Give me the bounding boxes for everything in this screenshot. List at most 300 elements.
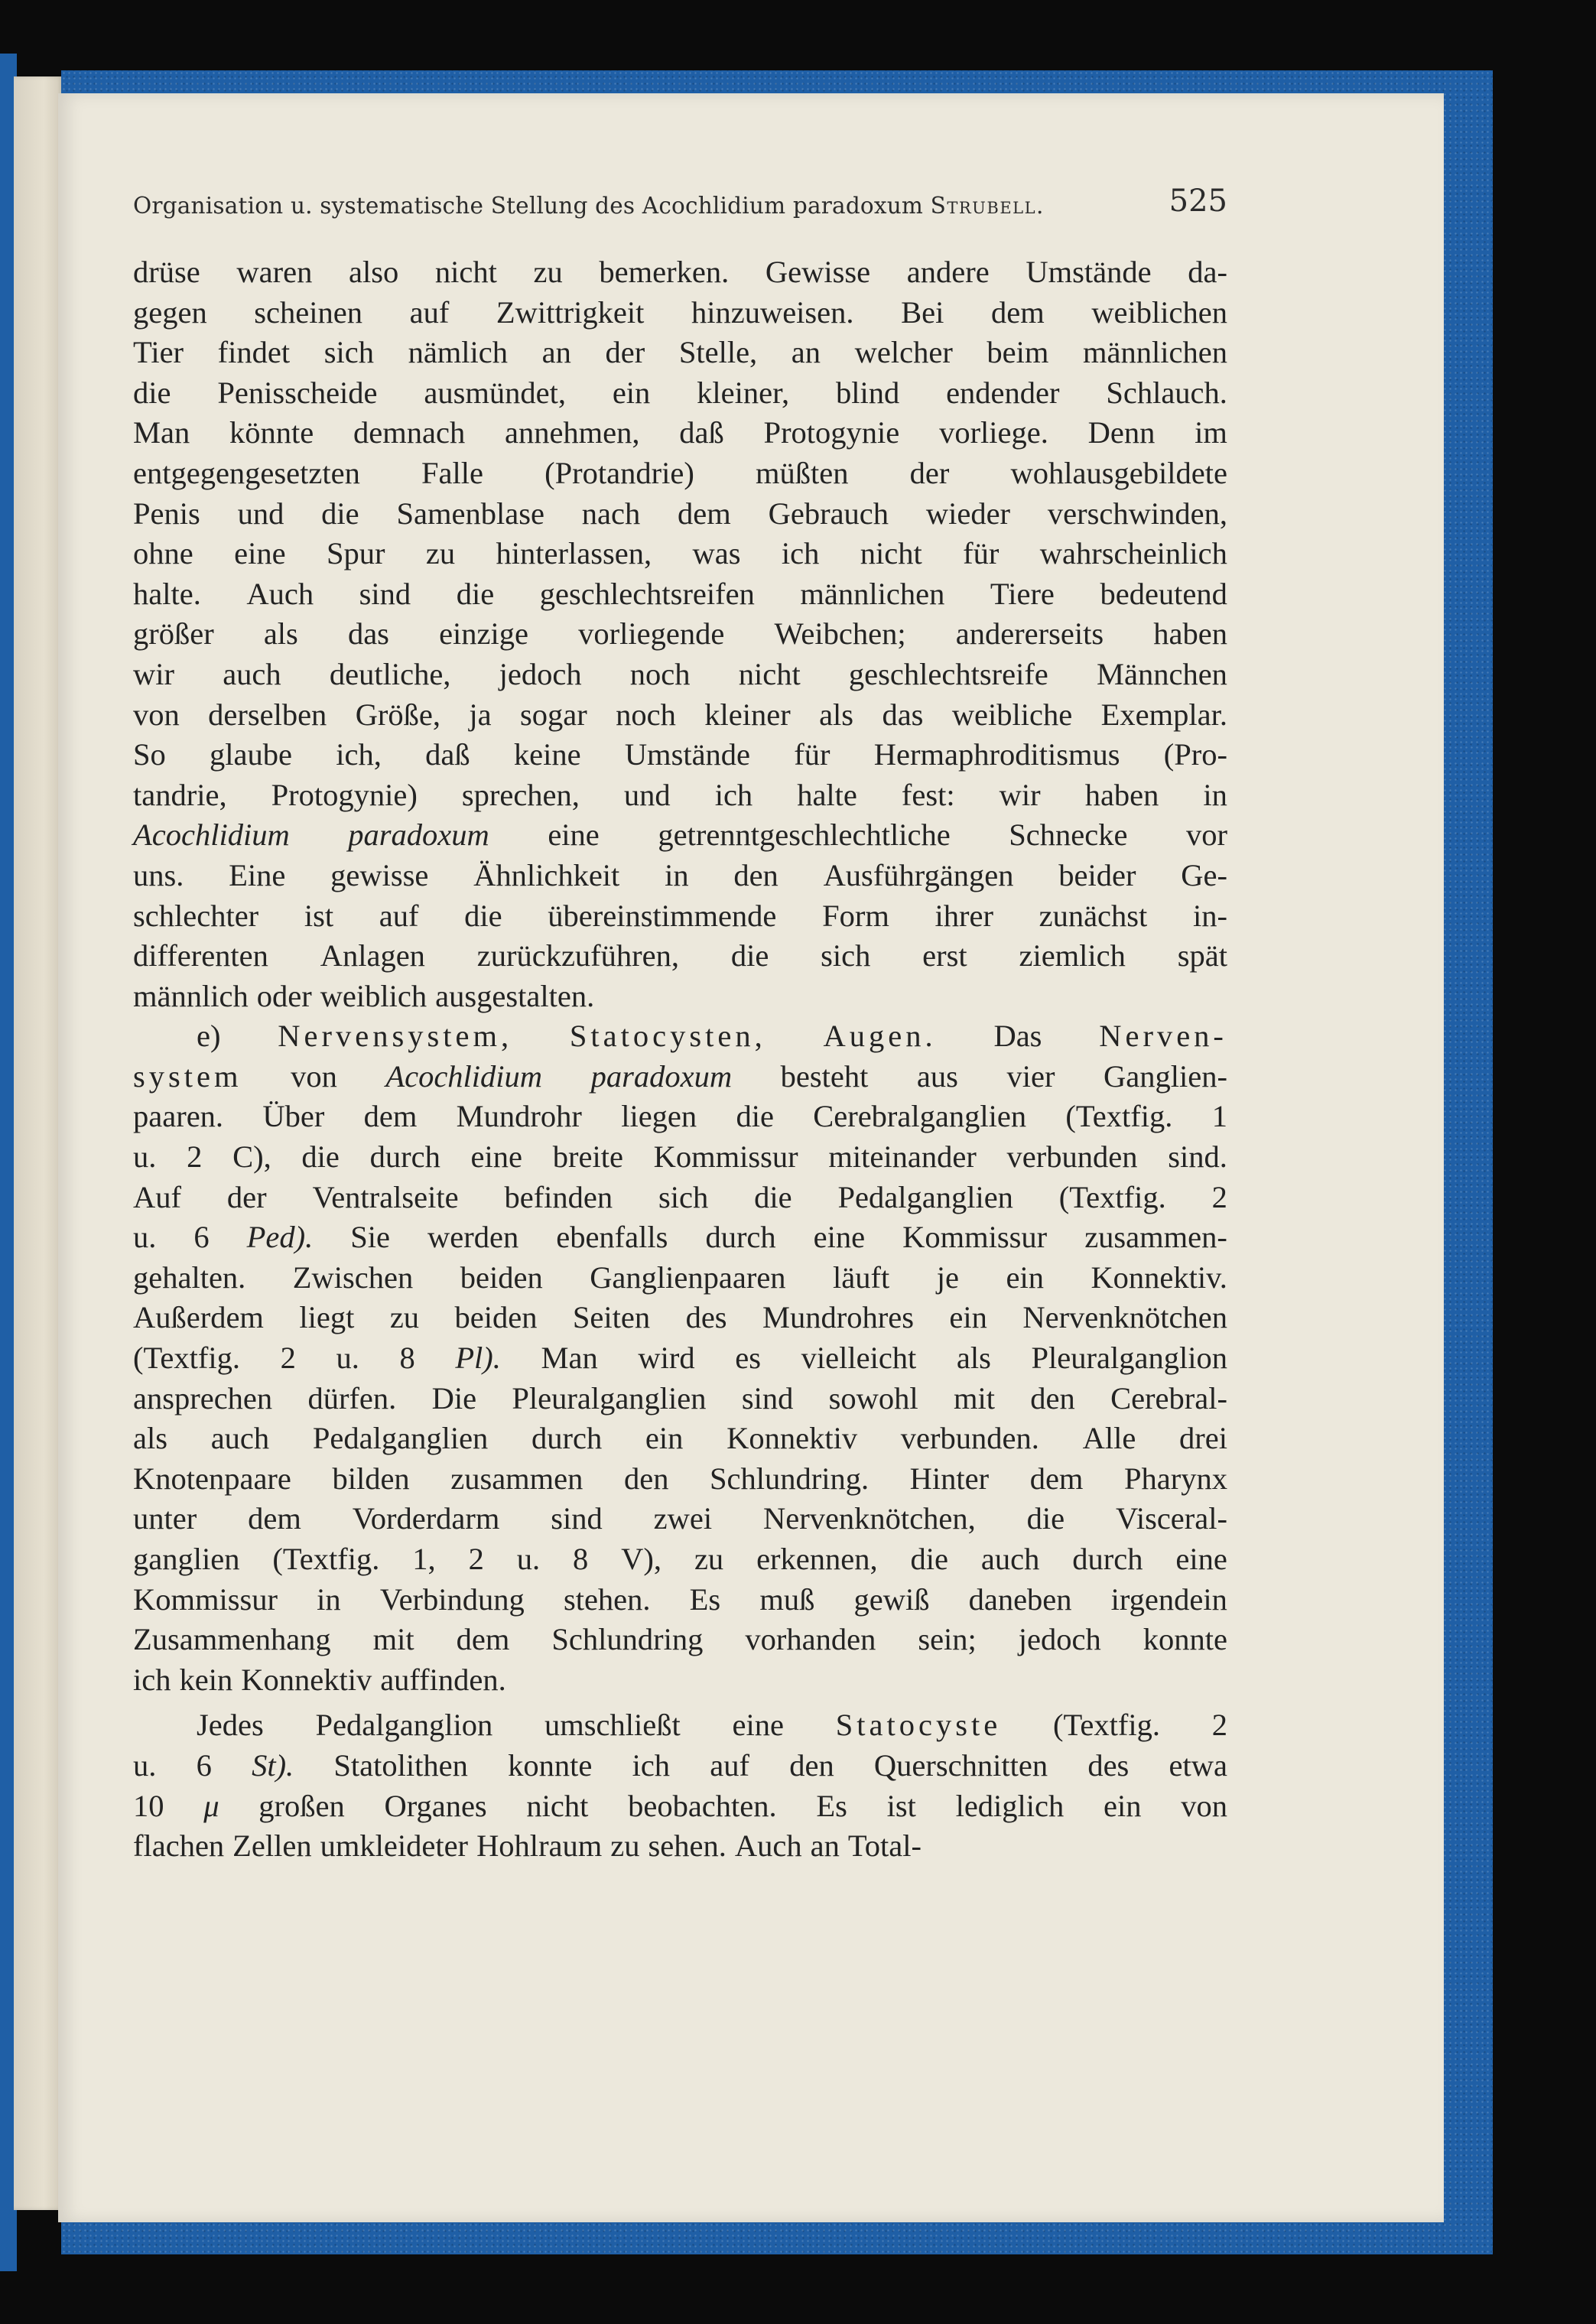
word: zu: [694, 1542, 724, 1576]
word: u.: [133, 1220, 157, 1255]
text-line: [133, 1137, 1227, 1178]
word: Konnektiv: [241, 1662, 372, 1697]
word: schlechter: [133, 898, 259, 933]
word: ohne: [133, 536, 193, 571]
word: zurückzuführen,: [476, 938, 679, 973]
body-text: [133, 252, 1227, 1867]
text-line: [133, 574, 1227, 615]
word: die: [464, 898, 502, 933]
word: die: [133, 375, 171, 410]
word: auf: [409, 294, 450, 330]
word: was: [692, 536, 741, 571]
word: kein: [179, 1662, 233, 1697]
word: Das: [993, 1019, 1042, 1054]
word: (Textfig.: [133, 1341, 240, 1376]
word: endender: [946, 375, 1060, 410]
word: fest:: [901, 777, 955, 812]
word: je: [936, 1260, 959, 1295]
word: Ventralseite: [312, 1179, 459, 1214]
word: beiden: [454, 1300, 538, 1335]
word: das: [882, 697, 924, 732]
word: vorhanden: [745, 1622, 876, 1657]
word: Pleuralganglien: [512, 1380, 707, 1416]
word: müßten: [756, 455, 849, 490]
word: Umstände: [624, 737, 751, 772]
word: kleiner,: [697, 375, 790, 410]
word: durch: [369, 1139, 440, 1175]
word: Augen.: [823, 1019, 937, 1054]
word: ja: [469, 697, 492, 732]
running-head-title: Organisation u. systematische Stellung des Acochlidium paradoxum: [133, 193, 924, 219]
text-line: [133, 373, 1227, 414]
word: oder: [256, 978, 312, 1013]
word: und: [623, 777, 671, 812]
word: paradoxum: [348, 817, 489, 853]
word: gehalten.: [133, 1260, 246, 1295]
word: könnte: [229, 415, 314, 450]
text-line: [133, 1338, 1227, 1379]
text-line: [133, 1419, 1227, 1459]
word: Statocysten,: [569, 1019, 766, 1054]
word: Ge-: [1181, 857, 1227, 892]
word: im: [1195, 415, 1227, 450]
text-line: [133, 1178, 1227, 1218]
word: Jedes: [197, 1708, 264, 1743]
text-line: [133, 1826, 1227, 1867]
word: aus: [916, 1058, 958, 1094]
word: haben: [1153, 616, 1227, 652]
word: μ: [203, 1788, 219, 1823]
word: ganglien: [133, 1542, 240, 1576]
word: andererseits: [955, 616, 1104, 652]
word: zusammen: [450, 1461, 583, 1496]
word: 2: [1211, 1179, 1227, 1214]
word: Mundrohr: [456, 1099, 582, 1134]
word: e): [197, 1019, 221, 1054]
word: durch: [705, 1220, 776, 1255]
word: männlichen: [1083, 335, 1227, 370]
word: weiblichen: [1091, 294, 1227, 330]
word: tandrie,: [133, 777, 227, 812]
word: Pedalganglion: [315, 1708, 493, 1743]
word: ansprechen: [133, 1380, 273, 1416]
word: (Protandrie): [544, 455, 694, 490]
word: Auch: [246, 576, 314, 611]
word: an: [791, 335, 821, 370]
word: den: [1030, 1380, 1075, 1416]
word: auch: [223, 656, 281, 691]
text-line: [133, 413, 1227, 453]
word: Tiere: [990, 576, 1055, 611]
word: Eine: [229, 857, 286, 892]
word: u.: [336, 1341, 359, 1376]
word: Über: [262, 1099, 325, 1134]
word: Acochlidium: [385, 1058, 543, 1094]
word: bilden: [332, 1461, 410, 1496]
page-number: 525: [1169, 184, 1227, 219]
word: 8: [399, 1341, 415, 1376]
word: Schnecke: [1009, 817, 1128, 853]
word: geschlechtsreifen: [539, 576, 755, 611]
text-line: [133, 735, 1227, 775]
word: Denn: [1087, 415, 1156, 450]
word: umschließt: [544, 1708, 681, 1743]
word: ein: [1104, 1788, 1142, 1823]
word: halte.: [133, 576, 201, 611]
word: welcher: [854, 335, 953, 370]
word: waren: [236, 255, 313, 289]
word: 2: [187, 1139, 203, 1175]
word: Anlagen: [320, 938, 425, 973]
word: Es: [816, 1788, 847, 1823]
word: So: [133, 737, 166, 772]
word: Nervenknötchen,: [763, 1501, 976, 1536]
word: noch: [629, 656, 691, 691]
word: Zellen: [232, 1828, 312, 1864]
word: hinzuweisen.: [691, 294, 854, 330]
text-line: [133, 1298, 1227, 1338]
word: wieder: [925, 496, 1011, 531]
word: in: [665, 857, 689, 892]
word: dem: [1029, 1461, 1084, 1496]
word: (Textfig.: [272, 1542, 380, 1576]
word: beim: [987, 335, 1049, 370]
word: etwa: [1169, 1747, 1227, 1783]
word: Stelle,: [678, 335, 758, 370]
text-line: [133, 1786, 1227, 1827]
word: männlichen: [800, 576, 945, 611]
word: Spur: [326, 536, 385, 571]
word: der: [909, 455, 950, 490]
running-head: [133, 193, 1045, 219]
word: sind.: [1168, 1139, 1227, 1175]
word: deutliche,: [329, 656, 451, 691]
word: Falle: [421, 455, 483, 490]
word: demnach: [353, 415, 466, 450]
text-line: [133, 856, 1227, 896]
word: verschwinden,: [1047, 496, 1227, 531]
word: eine: [732, 1708, 784, 1743]
word: die: [456, 576, 495, 611]
word: als: [263, 616, 298, 652]
word: von: [291, 1058, 337, 1094]
word: ich: [632, 1747, 671, 1783]
word: befinden: [504, 1179, 613, 1214]
word: Ganglien-: [1103, 1058, 1227, 1094]
word: sogar: [520, 697, 587, 732]
word: Pleuralganglion: [1031, 1341, 1227, 1376]
word: läuft: [833, 1260, 890, 1295]
text-line: [133, 977, 1227, 1017]
word: dem: [456, 1622, 510, 1657]
word: daß: [679, 415, 724, 450]
word: Weibchen;: [774, 616, 906, 652]
word: die: [754, 1179, 792, 1214]
word: auf: [710, 1747, 749, 1783]
text-line: [133, 1539, 1227, 1580]
word: Tier: [133, 335, 184, 370]
word: sich: [821, 938, 871, 973]
word: Statocyste: [835, 1708, 1002, 1743]
page-header: [133, 176, 1227, 229]
word: wird: [638, 1341, 695, 1376]
word: ausmündet,: [424, 375, 566, 410]
word: noch: [616, 697, 676, 732]
word: Man: [133, 415, 190, 450]
word: in: [1203, 777, 1227, 812]
word: blind: [835, 375, 900, 410]
word: für: [794, 737, 831, 772]
word: gewisse: [330, 857, 429, 892]
word: irgendein: [1110, 1581, 1227, 1617]
text-line: [133, 1459, 1227, 1500]
word: auf: [379, 898, 419, 933]
word: Man: [541, 1341, 598, 1376]
word: sich: [323, 335, 374, 370]
text-line: [133, 1016, 1227, 1057]
word: keine: [513, 737, 581, 772]
word: Bei: [901, 294, 944, 330]
word: sind: [551, 1501, 603, 1536]
word: beider: [1058, 857, 1136, 892]
text-line: [133, 896, 1227, 937]
word: u.: [516, 1542, 541, 1576]
word: Konnektiv: [726, 1421, 858, 1456]
word: Nerven-: [1099, 1019, 1227, 1054]
word: in-: [1192, 898, 1227, 933]
word: beobachten.: [628, 1788, 777, 1823]
word: wir: [999, 777, 1041, 812]
word: Kommissur: [133, 1581, 278, 1617]
word: übereinstimmende: [548, 898, 777, 933]
word: Alle: [1082, 1421, 1136, 1456]
word: ich: [133, 1662, 171, 1697]
word: eine: [470, 1139, 523, 1175]
text-line: [133, 293, 1227, 333]
text-line: [133, 1097, 1227, 1137]
text-line: [133, 1660, 1227, 1701]
word: 8: [573, 1542, 589, 1576]
text-line: [133, 1057, 1227, 1097]
word: scheinen: [254, 294, 362, 330]
word: Total-: [847, 1828, 922, 1864]
word: ein: [645, 1421, 684, 1456]
word: beiden: [460, 1260, 543, 1295]
word: Zwittrigkeit: [496, 294, 645, 330]
word: zusammen-: [1084, 1220, 1227, 1255]
word: eine: [548, 817, 600, 853]
word: Exemplar.: [1100, 697, 1227, 732]
word: Umstände: [1026, 255, 1152, 289]
word: 1: [1211, 1099, 1227, 1134]
word: sind: [359, 576, 411, 611]
word: der: [226, 1179, 267, 1214]
word: Konnektiv.: [1091, 1260, 1227, 1295]
word: nicht: [434, 255, 497, 289]
text-line: [133, 1705, 1227, 1746]
word: Männchen: [1096, 656, 1227, 691]
word: großen: [258, 1788, 345, 1823]
word: sich: [658, 1179, 709, 1214]
word: als: [956, 1341, 991, 1376]
word: vier: [1006, 1058, 1055, 1094]
word: weiblich: [320, 978, 427, 1013]
word: Schlundring.: [710, 1461, 870, 1496]
word: weibliche: [951, 697, 1073, 732]
word: zu: [610, 1828, 640, 1864]
word: geschlechtsreife: [848, 656, 1048, 691]
word: flachen: [133, 1828, 225, 1864]
word: 6: [193, 1220, 210, 1255]
word: Schlundring: [551, 1622, 704, 1657]
word: Pedalganglien: [312, 1421, 489, 1456]
word: als: [133, 1421, 167, 1456]
word: Hohlraum: [476, 1828, 603, 1864]
word: Vorderdarm: [352, 1501, 500, 1536]
word: eine: [1175, 1542, 1227, 1576]
word: des: [685, 1300, 727, 1335]
word: das: [347, 616, 389, 652]
word: mit: [953, 1380, 995, 1416]
word: Ganglienpaaren: [590, 1260, 786, 1295]
word: u.: [133, 1139, 157, 1175]
text-line: [133, 936, 1227, 977]
word: vielleicht: [801, 1341, 917, 1376]
word: Pl).: [455, 1341, 501, 1376]
word: Auf: [133, 1179, 181, 1214]
word: die: [321, 496, 359, 531]
word: ein: [1006, 1260, 1044, 1295]
word: für: [963, 536, 1000, 571]
word: ihrer: [935, 898, 993, 933]
word: Statolithen: [333, 1747, 468, 1783]
word: es: [735, 1341, 761, 1376]
word: Es: [689, 1581, 721, 1617]
word: sind: [741, 1380, 794, 1416]
word: ich,: [336, 737, 382, 772]
word: sprechen,: [461, 777, 580, 812]
word: haben: [1084, 777, 1159, 812]
word: Ausführgängen: [823, 857, 1014, 892]
word: Pharynx: [1123, 1461, 1227, 1496]
word: nach: [581, 496, 641, 531]
word: die: [910, 1542, 949, 1576]
word: Hermaphroditismus: [873, 737, 1120, 772]
word: annehmen,: [504, 415, 640, 450]
word: Acochlidium: [133, 817, 290, 853]
word: nämlich: [408, 335, 509, 370]
word: werden: [427, 1220, 519, 1255]
word: eine: [813, 1220, 866, 1255]
word: gewiß: [853, 1581, 930, 1617]
word: ausgestalten.: [435, 978, 595, 1013]
word: vorliege.: [939, 415, 1048, 450]
word: jedoch: [1018, 1622, 1101, 1657]
word: ebenfalls: [556, 1220, 668, 1255]
word: gegen: [133, 294, 207, 330]
word: derselben: [208, 697, 327, 732]
text-line: [133, 655, 1227, 695]
word: nicht: [738, 656, 801, 691]
word: paaren.: [133, 1099, 224, 1134]
text-line: [133, 1499, 1227, 1539]
word: zu: [425, 536, 456, 571]
word: auffinden.: [380, 1662, 506, 1697]
word: Ähnlichkeit: [473, 857, 620, 892]
word: ziemlich: [1019, 938, 1126, 973]
word: Form: [822, 898, 889, 933]
word: Protogynie): [271, 777, 418, 812]
word: Penisscheide: [217, 375, 378, 410]
word: des: [1087, 1747, 1130, 1783]
word: zu: [389, 1300, 420, 1335]
word: wir: [133, 656, 174, 691]
text-line: [133, 494, 1227, 535]
word: den: [733, 857, 778, 892]
word: Mundrohres: [762, 1300, 914, 1335]
word: lediglich: [955, 1788, 1065, 1823]
word: als: [819, 697, 854, 732]
word: konnte: [1143, 1622, 1227, 1657]
word: 2: [280, 1341, 296, 1376]
word: Die: [431, 1380, 477, 1416]
word: Ped).: [246, 1220, 314, 1255]
word: in: [317, 1581, 341, 1617]
word: vorliegende: [578, 616, 725, 652]
word: Verbindung: [379, 1581, 525, 1617]
word: ist: [886, 1788, 916, 1823]
word: paradoxum: [590, 1058, 733, 1094]
word: u.: [133, 1747, 157, 1783]
word: an: [810, 1828, 840, 1864]
word: von: [133, 697, 180, 732]
text-line: [133, 614, 1227, 655]
word: breite: [552, 1139, 623, 1175]
word: getrenntgeschlechtliche: [658, 817, 951, 853]
word: St).: [252, 1747, 294, 1783]
word: verbunden.: [900, 1421, 1039, 1456]
word: muß: [759, 1581, 815, 1617]
word: auch: [210, 1421, 270, 1456]
word: (Textfig.: [1065, 1099, 1173, 1134]
word: zu: [533, 255, 563, 289]
word: unter: [133, 1501, 197, 1536]
word: Visceral-: [1116, 1501, 1227, 1536]
word: Hinter: [909, 1461, 990, 1496]
word: drei: [1179, 1421, 1227, 1456]
text-line: [133, 815, 1227, 856]
word: männlich: [133, 978, 249, 1013]
word: Zwischen: [292, 1260, 414, 1295]
word: an: [541, 335, 571, 370]
word: zunächst: [1039, 898, 1148, 933]
word: Organes: [384, 1788, 487, 1823]
word: bemerken.: [599, 255, 730, 289]
word: (Textfig.: [1052, 1708, 1160, 1743]
word: halte: [797, 777, 857, 812]
text-line: [133, 1746, 1227, 1786]
word: ist: [304, 898, 334, 933]
facing-page-edge: [14, 76, 64, 2210]
word: auch: [980, 1542, 1040, 1576]
word: sehen.: [648, 1828, 726, 1864]
word: die: [736, 1099, 774, 1134]
text-line: [133, 1379, 1227, 1419]
word: sowohl: [828, 1380, 918, 1416]
text-line: [133, 453, 1227, 494]
word: bedeutend: [1100, 576, 1227, 611]
word: daß: [425, 737, 470, 772]
